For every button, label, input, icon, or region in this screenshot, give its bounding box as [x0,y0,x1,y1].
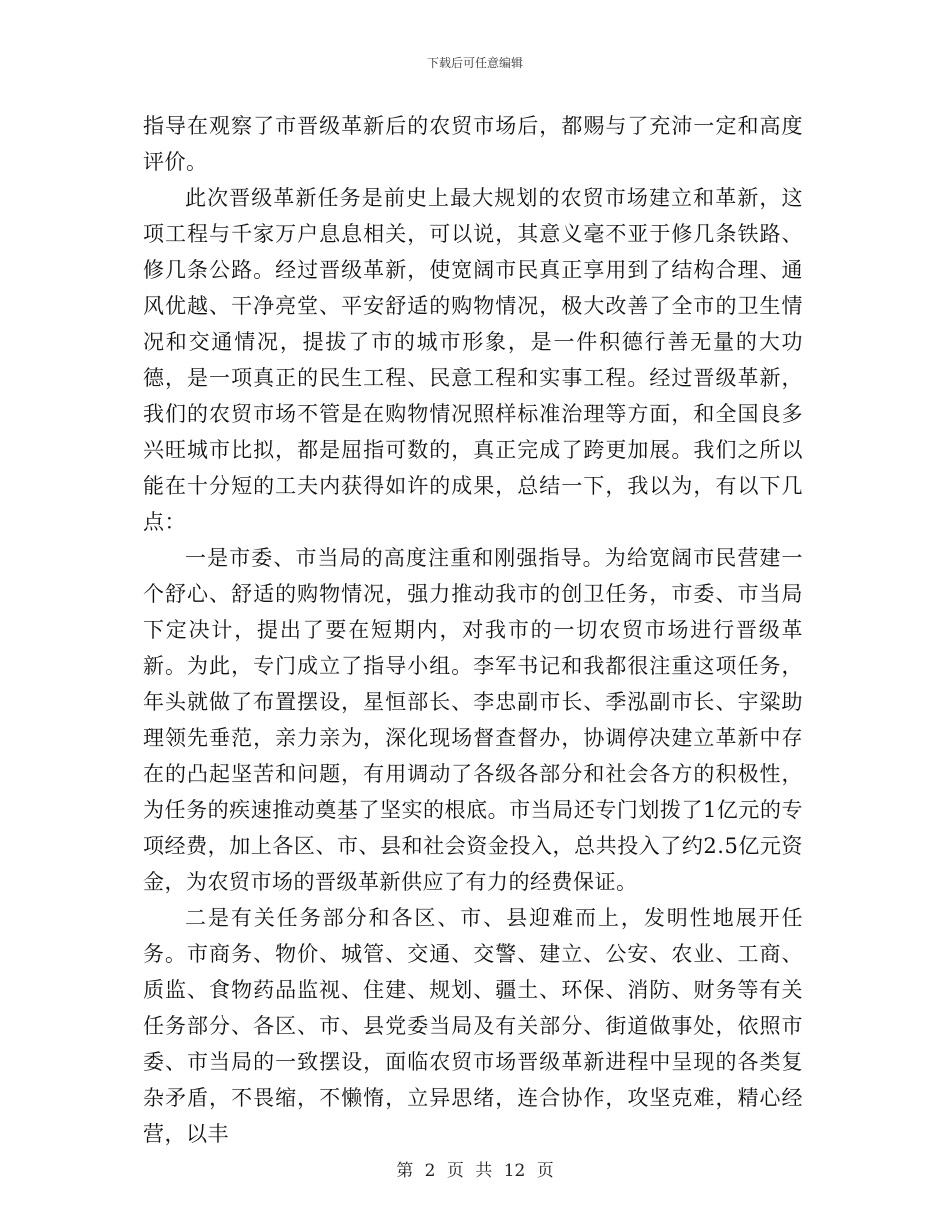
page-header: 下载后可任意编辑 [426,56,523,70]
paragraph-intro: 此次晋级革新任务是前史上最大规划的农贸市场建立和革新，这项工程与千家万户息息相关，可以说，其意义毫不亚于修几条铁路、修几条公路。经过晋级革新，使宽阔市民真正享用到了结构合理、通风优越、干净亮堂、平安舒适的购物情况，极大改善了全市的卫生情况和交通情况，提拔了市的城市形象，是一件积德行善无量的大功德，是一项真正的民生工程、民意工程和实事工程。经过晋级革新，我们的农贸市场不管是在购物情况照样标准治理等方面，和全国良多兴旺城市比拟，都是屈指可数的，真正完成了跨更加展。我们之所以能在十分短的工夫内获得如许的成果，总结一下，我以为，有以下几点： [143,186,803,534]
paragraph-point-one: 一是市委、市当局的高度注重和刚强指导。为给宽阔市民营建一个舒心、舒适的购物情况，强力推动我市的创卫任务，市委、市当局下定决计，提出了要在短期内，对我市的一切农贸市场进行晋级革新。为此，专门成立了指导小组。李军书记和我都很注重这项任务，年头就做了布置摆设，星恒部长、李忠副市长、季泓副市长、宇粱助理领先垂范，亲力亲为，深化现场督查督办，协调停决建立革新中存在的凸起坚苦和问题，有用调动了各级各部分和社会各方的积极性，为任务的疾速推动奠基了坚实的根底。市当局还专门划拨了1亿元的专项经费，加上各区、市、县和社会资金投入，总共投入了约2.5亿元资金，为农贸市场的晋级革新供应了有力的经费保证。 [143,546,803,894]
page-footer: 第 2 页 共 12 页 [396,1161,554,1181]
paragraph-continued: 指导在观察了市晋级革新后的农贸市场后，都赐与了充沛一定和高度评价。 [143,114,803,174]
paragraph-point-two: 二是有关任务部分和各区、市、县迎难而上，发明性地展开任务。市商务、物价、城管、交通、交警、建立、公安、农业、工商、质监、食物药品监视、住建、规划、疆土、环保、消防、财务等有关任务部分、各区、市、县党委当局及有关部分、街道做事处，依照市委、市当局的一致摆设，面临农贸市场晋级革新进程中呈现的各类复杂矛盾，不畏缩，不懒惰，立异思绪，连合协作，攻坚克难，精心经营，以丰 [143,906,803,1146]
document-body [143,108,803,1152]
